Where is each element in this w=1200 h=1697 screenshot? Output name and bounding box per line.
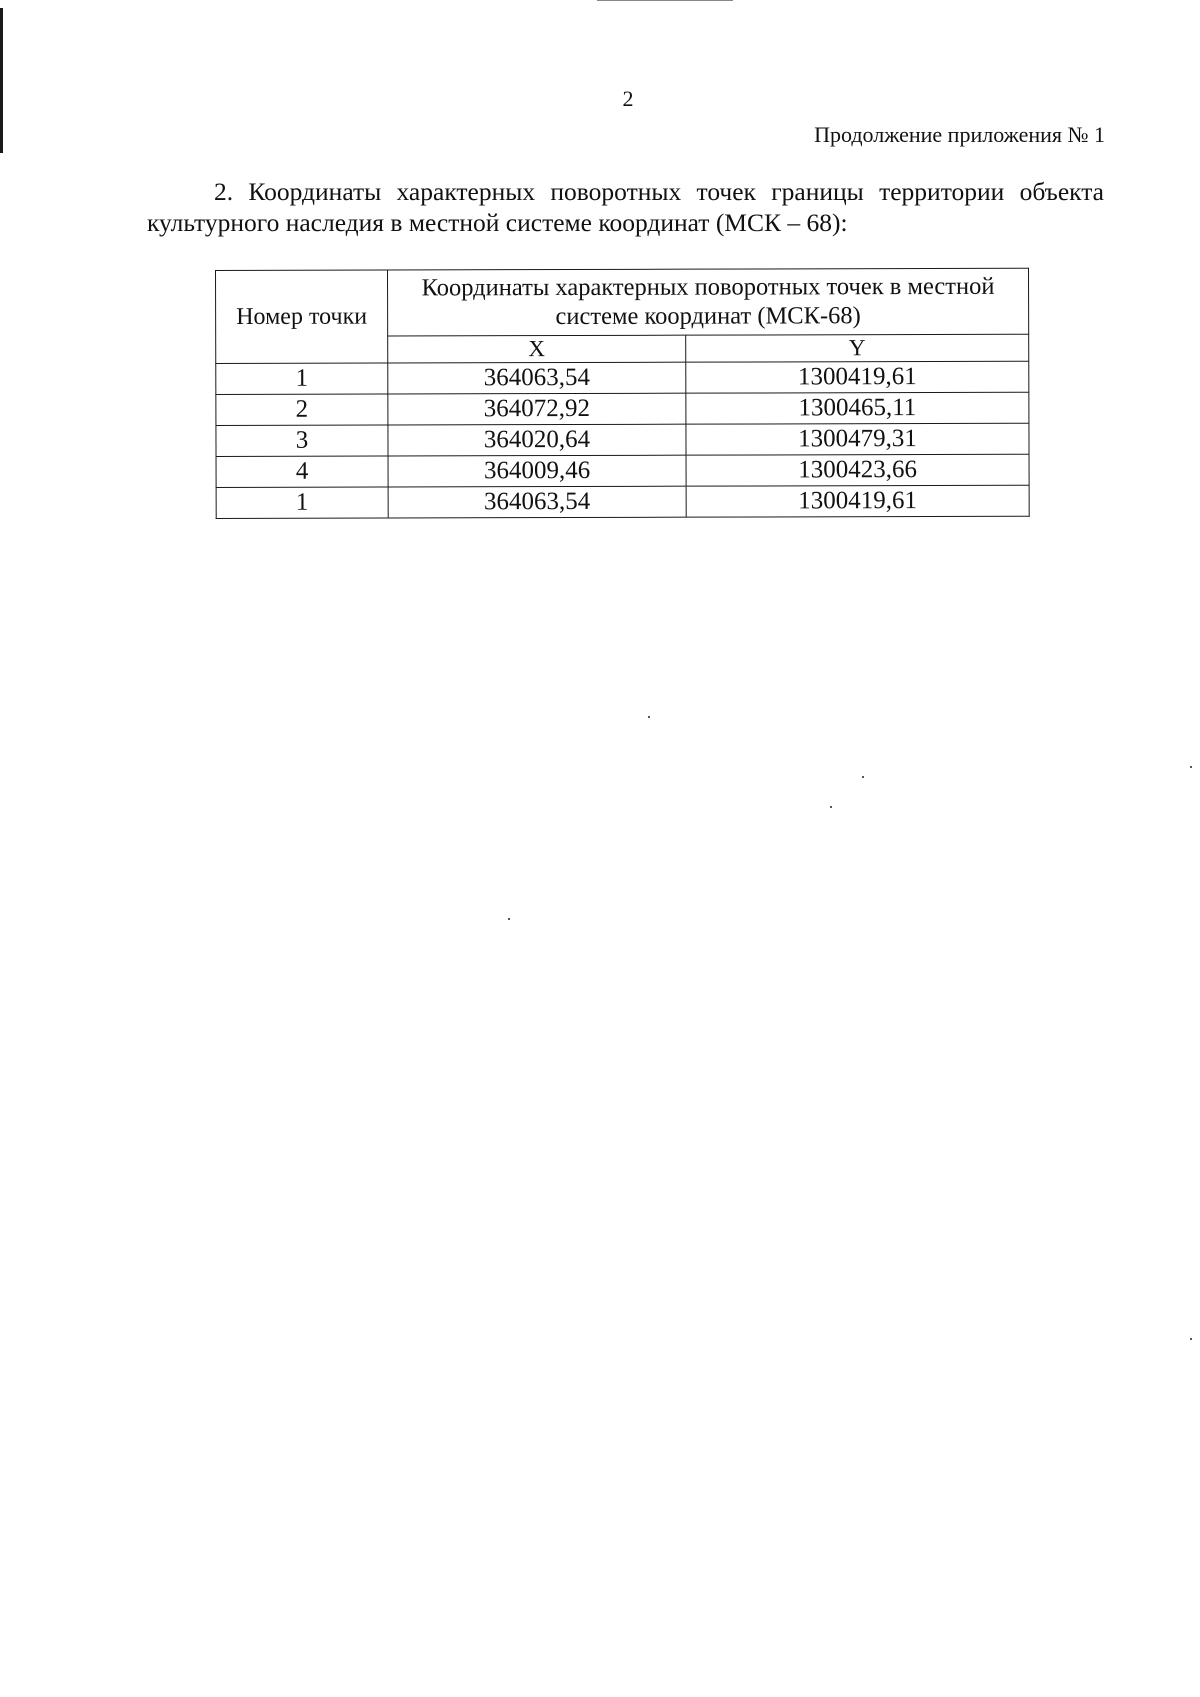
header-point-number: Номер точки: [216, 270, 388, 363]
table-row: [216, 485, 1029, 518]
scan-speck: [830, 806, 832, 808]
scan-speck: [1190, 766, 1192, 768]
scan-speck: [862, 776, 864, 778]
coordinates-table: [215, 268, 1030, 519]
table-row: [216, 392, 1029, 425]
scan-speck: [1190, 1338, 1192, 1340]
table-row: [216, 454, 1029, 487]
cell-x: 364063,54: [388, 486, 686, 518]
cell-y: 1300423,66: [686, 454, 1029, 486]
cell-point: 2: [216, 394, 388, 425]
cell-y: 1300465,11: [686, 392, 1029, 424]
scan-edge-mark: [0, 8, 3, 153]
table-row: [216, 361, 1029, 394]
page-number: 2: [622, 86, 634, 111]
cell-y: 1300419,61: [686, 361, 1029, 393]
table-body: [216, 361, 1029, 518]
cell-x: 364020,64: [388, 424, 686, 456]
header-y: Y: [686, 334, 1029, 362]
section-intro: 2. Координаты характерных поворотных точек границы территории объекта культурного наследия в местной системе координат (МСК – 68):: [147, 177, 1104, 237]
table-row: [216, 423, 1029, 456]
cell-point: 4: [216, 456, 388, 487]
cell-y: 1300479,31: [686, 423, 1029, 455]
cell-x: 364063,54: [388, 362, 686, 394]
scan-speck: [648, 716, 650, 718]
header-coordinates: Координаты характерных поворотных точек в местной системе координат (МСК-68): [388, 268, 1029, 335]
cell-y: 1300419,61: [686, 485, 1029, 517]
cell-point: 3: [216, 425, 388, 456]
header-x: X: [388, 335, 686, 363]
scan-top-line: [597, 0, 733, 1]
cell-x: 364009,46: [388, 455, 686, 487]
cell-point: 1: [216, 487, 388, 518]
table-header: [216, 268, 1029, 363]
cell-x: 364072,92: [388, 393, 686, 425]
scan-speck: [508, 918, 510, 920]
cell-point: 1: [216, 363, 388, 394]
appendix-note: Продолжение приложения № 1: [814, 122, 1105, 147]
